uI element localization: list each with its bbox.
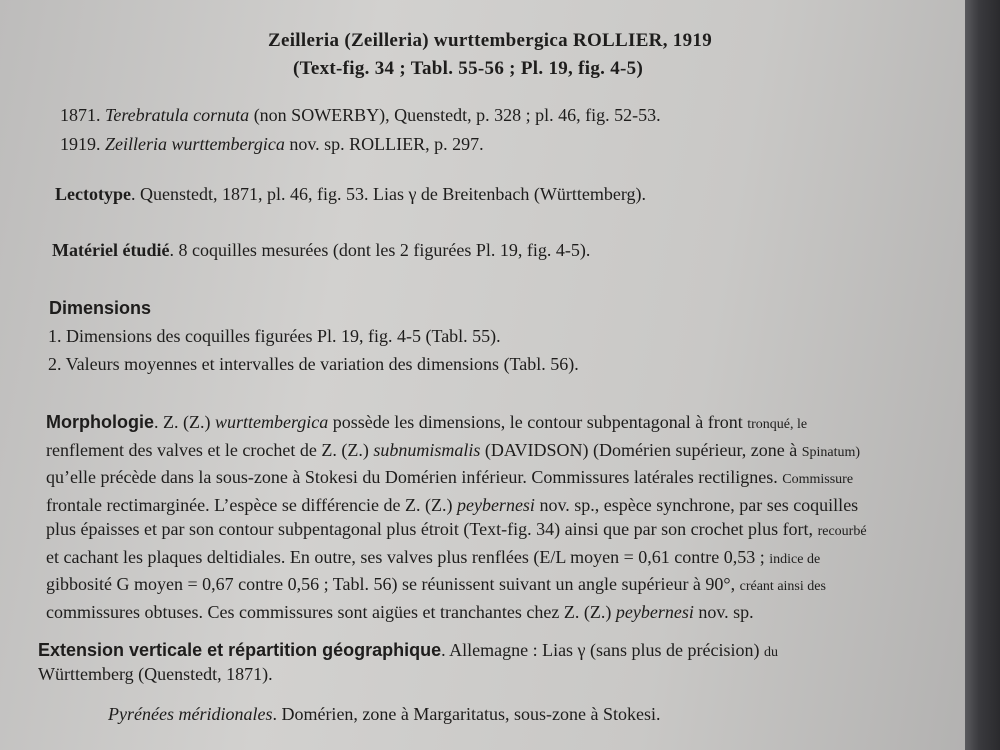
text-run: tronqué, le xyxy=(747,417,808,432)
morphologie-line xyxy=(46,600,946,625)
text-run: et cachant les plaques deltidiales. En outre, ses valves plus renflées (E/L moyen = 0,61 contre 0,53 ; xyxy=(46,546,770,567)
synonymy-text: nov. sp. ROLLIER, p. 297. xyxy=(284,134,484,154)
synonymy-year: 1871. xyxy=(60,105,101,125)
book-page-edge xyxy=(965,0,1000,750)
extension-line-2: Württemberg (Quenstedt, 1871). xyxy=(38,664,273,684)
materiel-text: . 8 coquilles mesurées (dont les 2 figurées Pl. 19, fig. 4-5). xyxy=(169,240,591,260)
text-run: Commissure xyxy=(782,472,854,487)
synonymy-taxon: Terebratula cornuta xyxy=(105,105,250,125)
dimensions-heading: Dimensions xyxy=(49,298,152,318)
taxon-italic: subnumismalis xyxy=(373,439,481,460)
morphologie-label: Morphologie xyxy=(46,412,154,432)
taxon-italic: peybernesi xyxy=(456,494,535,515)
morphologie-line xyxy=(46,517,946,545)
morphologie-line xyxy=(46,572,946,600)
dimensions-item-1: 1. Dimensions des coquilles figurées Pl. 19, fig. 4-5 (Tabl. 55). xyxy=(48,326,501,346)
text-run: créant ainsi des xyxy=(739,579,826,594)
taxon-italic: peybernesi xyxy=(615,601,694,622)
text-run: du xyxy=(763,645,778,660)
taxon-italic: wurttembergica xyxy=(214,412,329,432)
text-run: (DAVIDSON) (Domérien supérieur, zone à xyxy=(480,439,802,460)
text-run: . Domérien, zone à Margaritatus, sous-zone à Stokesi. xyxy=(272,704,661,724)
lectotype-text: . Quenstedt, 1871, pl. 46, fig. 53. Lias γ de Breitenbach (Württemberg). xyxy=(130,184,646,204)
extension-label: Extension verticale et répartition géographique xyxy=(38,640,442,660)
morphologie-line xyxy=(46,493,946,518)
text-run: indice de xyxy=(769,551,821,567)
text-run: plus épaisses et par son contour subpentagonal plus étroit (Text-fig. 34) ainsi que par son crochet plus fort, xyxy=(46,519,818,539)
extension-line-1 xyxy=(38,640,778,661)
text-run: nov. sp. xyxy=(693,601,754,622)
text-run: qu’elle précède dans la sous-zone à Stokesi du Domérien inférieur. Commissures latérales rectilignes. xyxy=(46,467,783,487)
synonymy-entry-1871 xyxy=(60,105,661,126)
text-run: commissures obtuses. Ces commissures sont aigües et tranchantes chez Z. (Z.) xyxy=(46,601,616,622)
synonymy-year: 1919. xyxy=(60,134,101,154)
materiel-paragraph xyxy=(52,240,590,261)
morphologie-paragraph xyxy=(46,410,946,624)
synonymy-text: (non SOWERBY), Quenstedt, p. 328 ; pl. 46, fig. 52-53. xyxy=(249,105,661,125)
morphologie-line xyxy=(46,465,946,493)
region-italic: Pyrénées méridionales xyxy=(108,704,273,724)
text-run: recourbé xyxy=(817,524,867,539)
text-run: . Z. (Z.) xyxy=(153,412,215,432)
title-references: (Text-fig. 34 ; Tabl. 55-56 ; Pl. 19, fig. 4-5) xyxy=(293,58,644,79)
materiel-label: Matériel étudié xyxy=(52,240,170,260)
morphologie-line xyxy=(46,438,946,466)
synonymy-entry-1919 xyxy=(60,134,484,155)
text-run: frontale rectimarginée. L’espèce se différencie de Z. (Z.) xyxy=(46,494,457,515)
morphologie-line xyxy=(46,410,946,438)
text-run: Spinatum) xyxy=(801,444,861,460)
text-run: . Allemagne : Lias γ (sans plus de précision) xyxy=(441,640,764,660)
synonymy-taxon: Zeilleria wurttembergica xyxy=(105,134,285,154)
extension-line-3 xyxy=(108,704,661,725)
text-run: nov. sp., espèce synchrone, par ses coquilles xyxy=(534,494,859,515)
text-run: gibbosité G moyen = 0,67 contre 0,56 ; Tabl. 56) se réunissent suivant un angle supérieur à 90°, xyxy=(46,574,740,594)
morphologie-line xyxy=(46,545,946,573)
text-run: possède les dimensions, le contour subpentagonal à front xyxy=(328,412,748,432)
lectotype-label: Lectotype xyxy=(55,184,131,204)
species-title: Zeilleria (Zeilleria) wurttembergica ROLLIER, 1919 xyxy=(268,30,712,51)
lectotype-paragraph xyxy=(55,184,646,205)
text-run: renflement des valves et le crochet de Z. (Z.) xyxy=(46,439,374,460)
dimensions-item-2: 2. Valeurs moyennes et intervalles de variation des dimensions (Tabl. 56). xyxy=(48,354,579,374)
